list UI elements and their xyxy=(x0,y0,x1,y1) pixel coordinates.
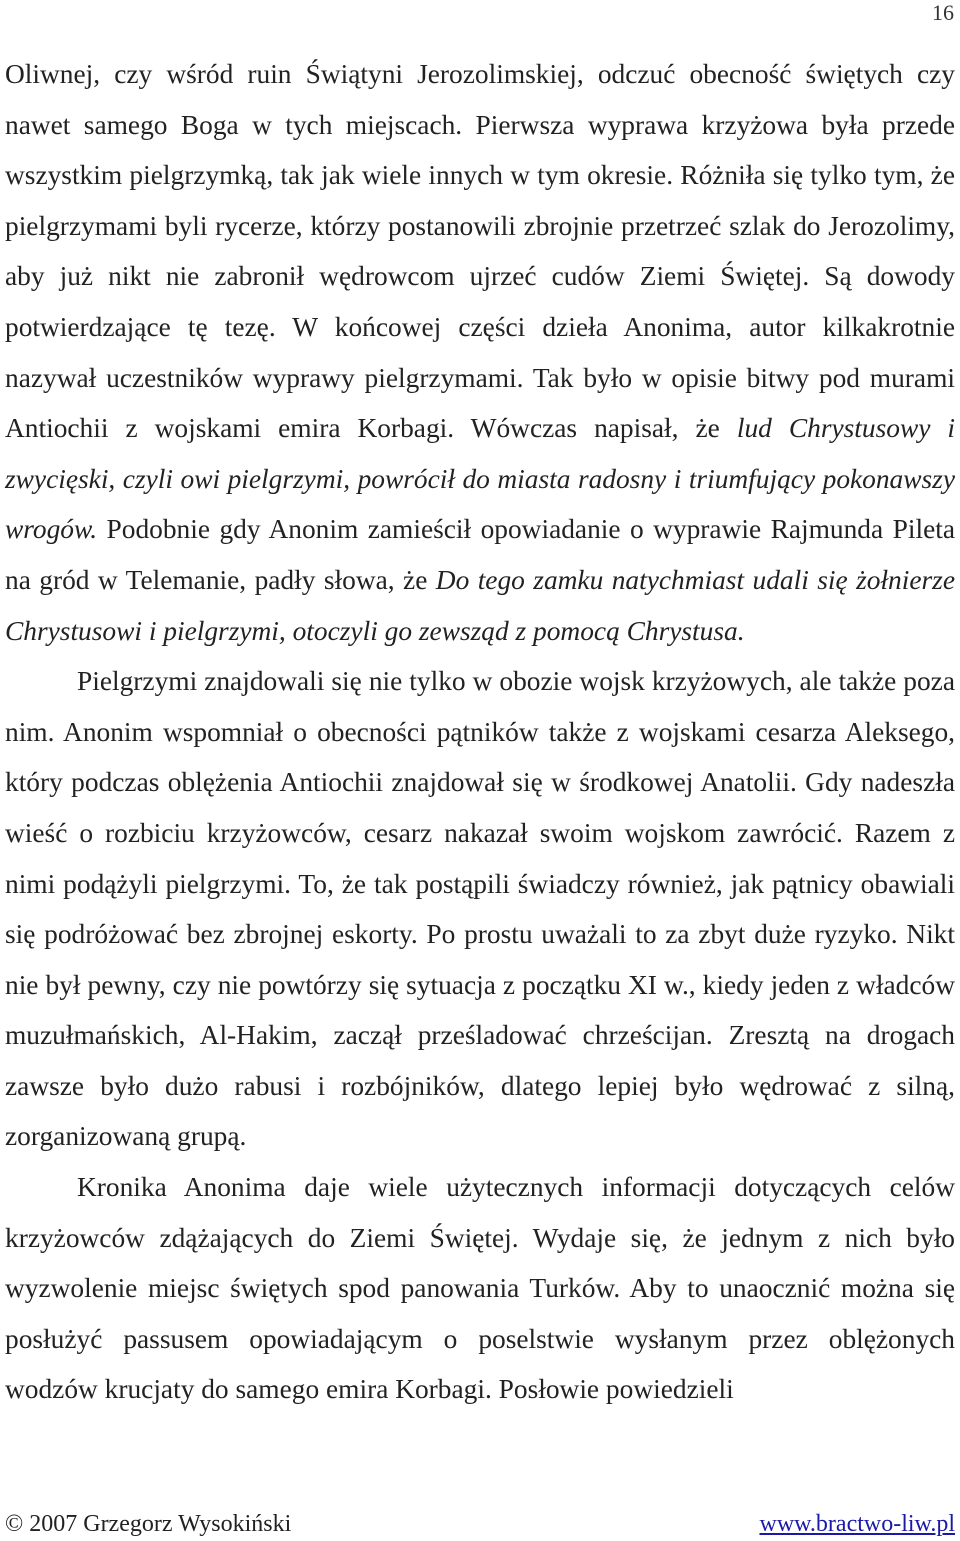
paragraph-text: Oliwnej, czy wśród ruin Świątyni Jerozolimskiej, odczuć obecność świętych czy nawet samego Boga w tych miejscach. Pierwsza wyprawa krzyżowa była przede wszystkim pielgrzymką, tak jak wiele innych w tym okresie. Różniła się tylko tym, że pielgrzymami byli rycerze, którzy postanowili zbrojnie przetrzeć szlak do Jerozolimy, aby już nikt nie zabronił wędrowcom ujrzeć cudów Ziemi Świętej. Są dowody potwierdzające tę tezę. W końcowej części dzieła Anonima, autor kilkakrotnie nazywał uczestników wyprawy pielgrzymami. Tak było w opisie bitwy pod murami Antiochii z wojskami emira Korbagi. Wówczas napisał, że xyxy=(5,59,955,444)
document-body xyxy=(5,49,955,1415)
paragraph-text: Podobnie gdy Anonim zamieścił opowiadanie o wyprawie Rajmunda Pileta na gród w Telemanie, padły słowa, że xyxy=(5,514,955,595)
copyright-notice: © 2007 Grzegorz Wysokiński xyxy=(5,1511,292,1537)
paragraph-text: Kronika Anonima daje wiele użytecznych informacji dotyczących celów krzyżowców zdążających do Ziemi Świętej. Wydaje się, że jednym z nich było wyzwolenie miejsc świętych spod panowania Turków. Aby to unaocznić można się posłużyć passusem opowiadającym o poselstwie wysłanym przez oblężonych wodzów krucjaty do samego emira Korbagi. Posłowie powiedzieli xyxy=(5,1172,955,1405)
page-number: 16 xyxy=(932,0,954,25)
italic-quote: lud Chrystusowy i zwycięski, czyli owi pielgrzymi, powrócił do miasta radosny i triumfujący pokonawszy wrogów. xyxy=(5,413,955,545)
paragraph-text: Pielgrzymi znajdowali się nie tylko w obozie wojsk krzyżowych, ale także poza nim. Anonim wspomniał o obecności pątników także z wojskami cesarza Aleksego, który podczas oblężenia Antiochii znajdował się w środkowej Anatolii. Gdy nadeszła wieść o rozbiciu krzyżowców, cesarz nakazał swoim wojskom zawrócić. Razem z nimi podążyli pielgrzymi. To, że tak postąpili świadczy również, jak pątnicy obawiali się podróżować bez zbrojnej eskorty. Po prostu uważali to za zbyt duże ryzyko. Nikt nie był pewny, czy nie powtórzy się sytuacja z początku XI w., kiedy jeden z władców muzułmańskich, Al-Hakim, zaczął prześladować chrześcijan. Zresztą na drogach zawsze było dużo rabusi i rozbójników, dlatego lepiej było wędrować z silną, zorganizowaną grupą. xyxy=(5,666,955,1152)
page-footer xyxy=(5,1510,955,1538)
website-link[interactable]: www.bractwo-liw.pl xyxy=(759,1511,955,1537)
italic-quote: Do tego zamku natychmiast udali się żołnierze Chrystusowi i pielgrzymi, otoczyli go zewsząd z pomocą Chrystusa. xyxy=(5,564,955,646)
paragraph xyxy=(5,49,955,656)
paragraph xyxy=(5,1162,955,1415)
paragraph xyxy=(5,656,955,1162)
